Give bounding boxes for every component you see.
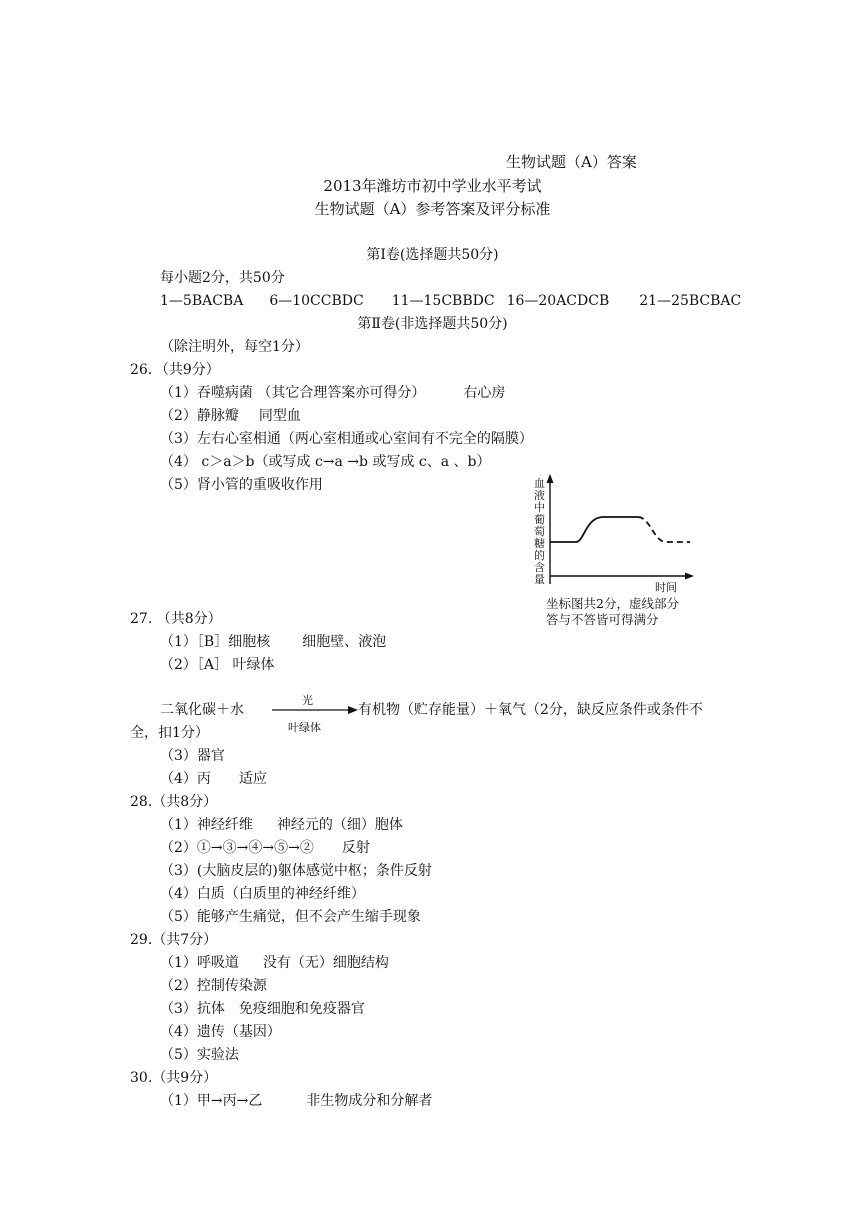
page-subtitle: 生物试题（A）参考答案及评分标准	[314, 200, 551, 218]
q29-answer-4: （4）遗传（基因）	[160, 1024, 281, 1040]
answer-group: 1—5BACBA	[160, 293, 244, 309]
glucose-curve-dashed	[638, 517, 690, 542]
q26-answer-5: （5）肾小管的重吸收作用	[160, 477, 323, 493]
q26-answer-3: （3）左右心室相通（两心室相通或心室间有不完全的隔膜）	[160, 431, 533, 447]
q27-answer-2: （2）［A］ 叶绿体	[160, 657, 275, 673]
page-title: 2013年潍坊市初中学业水平考试	[323, 177, 542, 195]
graph-x-label: 时间	[655, 581, 677, 594]
answer-group: 6—10CCBDC	[269, 293, 364, 309]
q29-answer-2: （2）控制传染源	[160, 978, 267, 994]
q26-answer-4: （4） c＞a＞b（或写成 c→a →b 或写成 c、a 、b）	[160, 454, 491, 470]
part2-note: （除注明外，每空1分）	[160, 339, 309, 355]
reaction-condition-top: 光	[302, 694, 313, 707]
reaction-condition-bottom: 叶绿体	[288, 721, 321, 734]
reaction-continuation: 全，扣1分）	[130, 725, 209, 741]
q26-answer-2: （2）静脉瓣 同型血	[160, 408, 301, 424]
q28-heading: 28.（共8分）	[130, 794, 218, 810]
q27-answer-3: （3）器官	[160, 748, 225, 764]
q28-answer-5: （5）能够产生痛觉，但不会产生缩手现象	[160, 909, 421, 925]
q30-heading: 30.（共9分）	[130, 1070, 218, 1086]
reaction-right: 有机物（贮存能量）＋氧气（2分，缺反应条件或条件不	[358, 702, 703, 718]
q30-answer-1: （1）甲→丙→乙 非生物成分和分解者	[160, 1093, 433, 1109]
part2-heading: 第Ⅱ卷(非选择题共50分)	[357, 316, 508, 332]
glucose-curve-solid	[550, 517, 638, 542]
q27-answer-1: （1）［B］细胞核 细胞壁、液泡	[160, 634, 387, 650]
graph-note-2: 答与不答皆可得满分	[546, 612, 659, 627]
answer-group: 16—20ACDCB	[506, 293, 610, 309]
graph-y-label: 血液中葡萄糖的含量	[534, 477, 545, 586]
q26-answer-1: （1）吞噬病菌 （其它合理答案亦可得分） 右心房	[160, 385, 506, 401]
doc-label: 生物试题（A）答案	[506, 153, 637, 171]
q29-answer-5: （5）实验法	[160, 1047, 239, 1063]
answer-group: 11—15CBBDC	[391, 293, 495, 309]
q29-answer-3: （3）抗体 免疫细胞和免疫器官	[160, 1001, 365, 1017]
answer-group: 21—25BCBAC	[639, 293, 742, 309]
q28-answer-2: （2）①→③→④→⑤→② 反射	[160, 840, 370, 856]
x-axis-arrow-icon	[685, 573, 694, 580]
q28-answer-4: （4）白质（白质里的神经纤维）	[160, 886, 365, 902]
reaction-arrow-icon	[272, 704, 358, 716]
q29-answer-1: （1）呼吸道 没有（无）细胞结构	[160, 955, 389, 971]
reaction-left: 二氧化碳＋水	[160, 702, 244, 718]
q28-answer-3: （3）(大脑皮层的)躯体感觉中枢；条件反射	[160, 863, 432, 879]
part1-note: 每小题2分，共50分	[160, 270, 285, 286]
part1-heading: 第Ⅰ卷(选择题共50分)	[366, 247, 499, 263]
part1-answers	[160, 292, 741, 310]
q29-heading: 29.（共7分）	[130, 932, 218, 948]
graph-note-1: 坐标图共2分，虚线部分	[546, 596, 679, 611]
q27-answer-4: （4）丙 适应	[160, 771, 267, 787]
q27-heading: 27. （共8分）	[130, 611, 222, 627]
q26-heading: 26．（共9分）	[130, 362, 220, 378]
q28-answer-1: （1）神经纤维 神经元的（细）胞体	[160, 817, 403, 833]
